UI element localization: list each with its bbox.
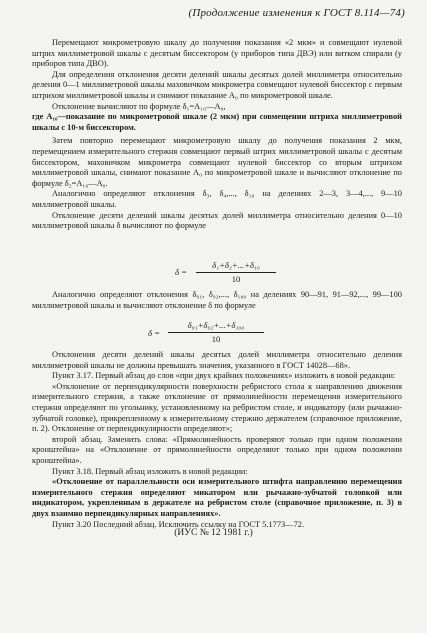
paragraph-clause-3-18: Пункт 3.18. Первый абзац изложить в новой редакции: xyxy=(52,466,248,476)
formula-2-denominator: 10 xyxy=(211,334,221,344)
paragraph-second-paragraph: второй абзац. Заменить слова: «Прямолинейность проверяют только при одном положении кронштейна» на «Отклонение от прямолинейности определяют только при одном положении кронштейна». xyxy=(32,434,402,465)
paragraph-clause-3-18-text: «Отклонение от параллельности оси измерительного штифта направлению перемещения измерительного стержня определяют микатором или рычажно-зубчатой головкой или индикатором, укрепленным в держателе на ребристом столе (справочное приложение, п. 3) в двух взаимно перпендикулярных направлениях». xyxy=(32,477,402,518)
paragraph-deviation-definition: Для определения отклонения десяти делений шкалы десятых долей миллиметра относительно деления 0—1 миллиметровой шкалы маховичком микрометра совмещают нулевой биссектор с первым штрихом миллиметровой шкалы и снимают показание A₀ по микрометровой шкале. xyxy=(32,69,402,100)
paragraph-repeat-procedure: Затем повторно перемещают микрометровую шкалу до получения показания 2 мкм, перемещением измерительного стержня совмещают первый штрих миллиметровой шкалы с десятым биссектором, маховичком микрометра совмещают нулевой биссектор со вторым штрихом миллиметровой шкалы, снимают показание A₀ по микрометровой шкале и вычисляют отклонение по формуле δ₂=A₁₀—A₀. xyxy=(32,136,402,188)
paragraph-deviation-formula: Отклонение вычисляют по формуле δ₁=A₁₀—A₀, xyxy=(52,101,226,111)
formula-1-numerator: δ₁+δ₂+...+δ₁₀ xyxy=(212,260,260,270)
page-header: (Продолжение изменения к ГОСТ 8.114—74) xyxy=(188,7,405,19)
formula-2-lhs: δ = xyxy=(148,328,160,338)
formula-1-denominator: 10 xyxy=(231,274,241,284)
formula-2-fraction-bar xyxy=(168,332,264,333)
paragraph-micrometer-setup: Перемещают микрометровую шкалу до получения показания «2 мкм» и совмещают нулевой штрих миллиметровой шкалы с десятым биссектором (у приборов типа ДВЭ) или витком спирали (у приборов типа ДВО). xyxy=(32,38,402,69)
text-block-1 xyxy=(32,38,402,232)
paragraph-tolerance: Отклонения десяти делений шкалы десятых долей миллиметра относительно деления миллиметровой шкалы не должны превышать значения, указанного в ГОСТ 14028—68». xyxy=(32,350,402,370)
formula-1-lhs: δ = xyxy=(175,267,187,277)
paragraph-analogous-deltas: Аналогично определяют отклонения δ₃, δ₄,..., δ₁₀ на делениях 2—3, 3—4,..., 9—10 миллиметровой шкалы. xyxy=(32,189,402,209)
text-block-2 xyxy=(32,290,402,311)
formula-2 xyxy=(0,322,427,348)
paragraph-where-a10: где A₁₀—показание по микрометровой шкале (2 мкм) при совмещении штриха миллиметровой шкалы с 10-м биссектором. xyxy=(32,112,402,132)
formula-1-fraction-bar xyxy=(196,272,276,273)
formula-2-numerator: δ₉₁+δ₉₂+...+δ₁₀₀ xyxy=(187,320,245,330)
text-block-3 xyxy=(32,350,402,530)
paragraph-analogous-90-100: Аналогично определяют отклонения δ₉₁, δ₉₂,..., δ₁₀₀ на делениях 90—91, 91—92,..., 99—100 миллиметровой шкалы и вычисляют отклонение δ по формуле xyxy=(32,290,402,310)
issue-reference: (ИУС № 12 1981 г.) xyxy=(174,528,253,538)
paragraph-formula-intro: Отклонение десяти делений шкалы десятых долей миллиметра относительно деления 0—10 миллиметровой шкалы δ вычисляют по формуле xyxy=(32,210,402,231)
paragraph-clause-3-17: Пункт 3.17. Первый абзац до слов «при двух крайних положениях» изложить в новой редакции: xyxy=(52,371,396,381)
paragraph-clause-3-17-text: «Отклонение от перпендикулярности поверхности ребристого стола к направлению движения измерительного стержня, а также отклонение от прямолинейности перемещения измерительного стержня определяют по угольнику, установленному на ребристом столе, и индикатору (или рычажно-зубчатой головке), прикрепленному к измерительному стержню держателем (справочное приложение, п. 2). Отклонение от перпендикулярности определяют»; xyxy=(32,381,402,434)
paragraph-clause-3-20: Пункт 3.20 Последний абзац. Исключить ссылку на ГОСТ 5.1773—72. xyxy=(52,519,305,529)
formula-1 xyxy=(0,262,427,288)
